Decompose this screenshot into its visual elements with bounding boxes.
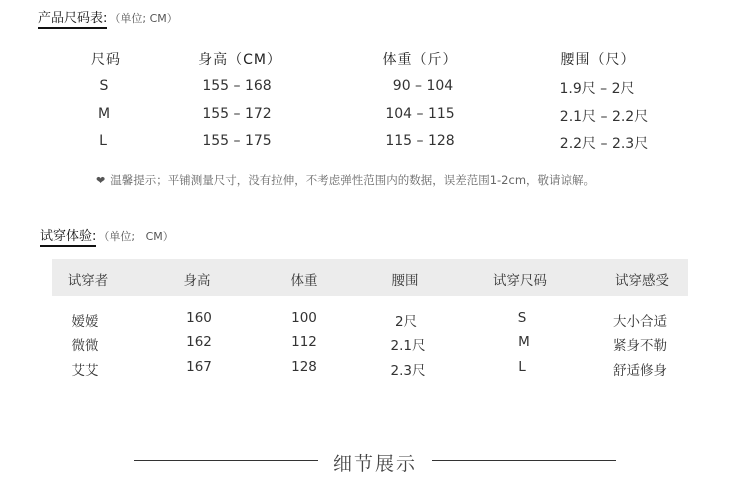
detail-divider-left [134,460,318,461]
trial-row-1-feel: 大小合适 [613,314,667,330]
trial-row-3-height: 167 [186,359,212,375]
size-chart-unit: （单位; CM） [109,12,178,25]
trial-unit: （单位; CM） [98,230,174,243]
detail-title: 细节展示 [332,453,418,475]
size-header-waist: 腰围（尺） [560,52,636,68]
size-row-s-size: S [99,78,109,94]
trial-header-feel: 试穿感受 [615,273,669,289]
trial-heading: 试穿体验: [40,229,96,247]
size-row-m-weight: 104 – 115 [385,106,455,122]
size-note [96,172,595,188]
trial-row-1-tester: 嫒嫒 [71,314,99,330]
detail-divider-right [432,460,616,461]
size-row-s-weight: 90 – 104 [392,78,454,94]
trial-row-2-feel: 紧身不勒 [613,338,667,354]
trial-row-2-weight: 112 [291,334,317,350]
trial-title [40,225,174,244]
trial-row-3-tester: 艾艾 [71,363,99,379]
trial-row-2-waist: 2.1尺 [390,338,426,354]
size-chart-heading: 产品尺码表: [38,11,107,29]
size-row-l-height: 155 – 175 [202,133,272,149]
size-row-s-waist: 1.9尺 – 2尺 [559,81,635,97]
size-header-height: 身高（CM） [198,52,282,68]
trial-header-tester: 试穿者 [67,273,109,289]
trial-row-1-size: S [517,310,527,326]
size-note-text: 温馨提示；平铺测量尺寸，没有拉伸，不考虑弹性范围内的数据，误差范围1-2cm，敬请谅解。 [110,173,596,187]
trial-header-weight: 体重 [290,273,318,289]
trial-row-1-height: 160 [186,310,212,326]
size-row-l-waist: 2.2尺 – 2.3尺 [559,136,649,152]
size-header-size: 尺码 [91,52,121,68]
trial-row-3-feel: 舒适修身 [613,363,667,379]
trial-row-2-height: 162 [186,334,212,350]
size-row-l-size: L [99,133,107,149]
trial-row-2-tester: 微微 [71,338,99,354]
heart-icon: ❤ [96,174,106,187]
trial-row-3-weight: 128 [291,359,317,375]
trial-header-waist: 腰围 [391,273,419,289]
trial-row-1-waist: 2尺 [394,314,418,330]
trial-row-2-size: M [518,334,530,350]
trial-header-row [52,259,688,296]
trial-row-1-weight: 100 [291,310,317,326]
size-chart-title [38,7,178,26]
size-row-m-height: 155 – 172 [202,106,272,122]
trial-row-3-size: L [518,359,526,375]
size-row-m-size: M [97,106,111,122]
trial-row-3-waist: 2.3尺 [390,363,426,379]
size-row-m-waist: 2.1尺 – 2.2尺 [559,109,649,125]
size-row-s-height: 155 – 168 [202,78,272,94]
trial-header-height: 身高 [183,273,211,289]
size-row-l-weight: 115 – 128 [385,133,455,149]
trial-header-size: 试穿尺码 [493,273,547,289]
size-header-weight: 体重（斤） [382,52,458,68]
